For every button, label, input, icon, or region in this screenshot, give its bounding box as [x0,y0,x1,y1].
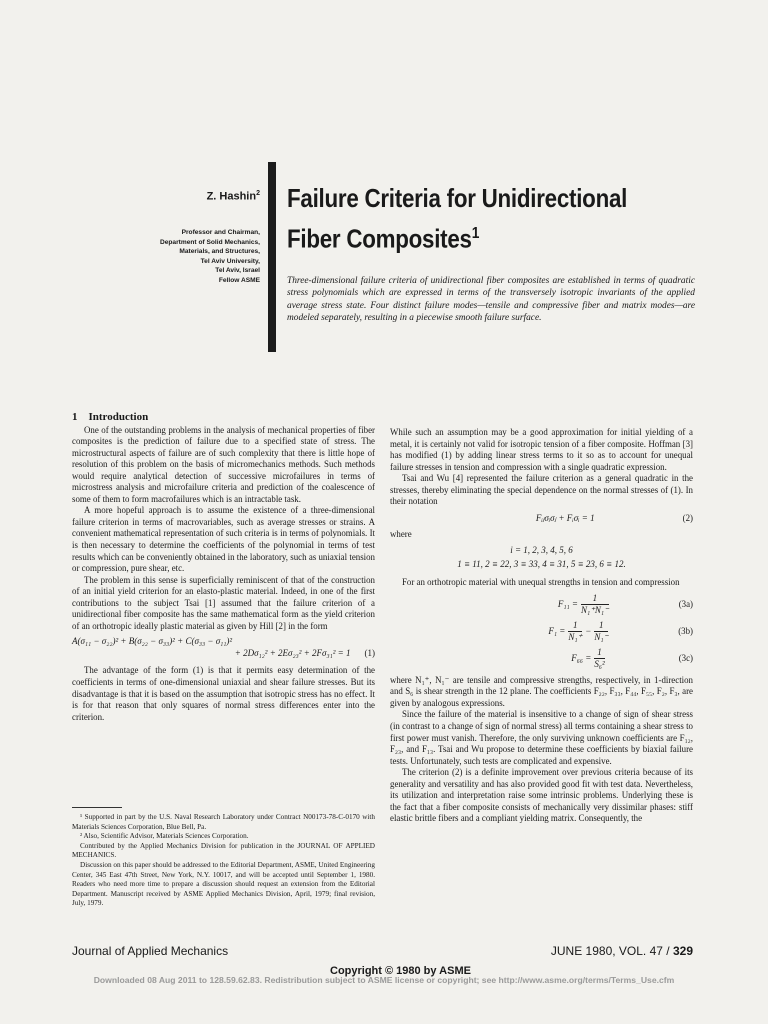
paragraph: One of the outstanding problems in the analysis of mechanical properties of fiber composites is the prediction of failure due to a specified state of stress. The microstructural aspects of failure are of such complexity that there is little hope of resolution of this problem on the basis of micromechanics methods. Such methods would require analytical detection of successive microfailures in terms of microstress analysis and microfailure criteria and prediction of the coalescence of some of them to form macrofailures which is an intractable task. [72,424,375,504]
right-column [390,427,693,825]
footnote: Contributed by the Applied Mechanics Division for publication in the JOURNAL OF APPLIED MECHANICS. [72,841,375,860]
paragraph: The criterion (2) is a definite improvement over previous criteria because of its generality and versatility and has also provided good fit with test data. Nevertheless, its utilization and interpretation raise some intrinsic problems. Underlying these is the fact that a fiber composite consists of mechanically very dissimilar phases: stiff elastic brittle fibers and a compliant yielding matrix. Consequently, the [390,767,693,824]
equation-3a: F₁₁ = $\frac{1}{\text{N₁⁺N₁⁻}}$ (3a) [557,592,693,616]
paragraph: where N₁⁺, N₁⁻ are tensile and compressive strengths, respectively, in 1-direction and S₆ is shear strength in the 12 plane. The coefficients F₂₂, F₃₃, F₄₄, F₅₅, F₂, F₃, are given by analogous expressions. [390,674,693,708]
footnote: ² Also, Scientific Advisor, Materials Sciences Corporation. [80,832,249,841]
abstract: Three-dimensional failure criteria of unidirectional fiber composites are established in terms of quadratic stress polynomials which are expressed in terms of the transversely isotropic invariants of the applied average stress state. Four distinct failure modes—tensile and compressive fiber and matrix modes—are modeled separately, resulting in a piecewise smooth failure surface. [287,276,695,324]
paragraph: A more hopeful approach is to assume the existence of a three-dimensional failure criterion in terms of macrovariables, such as average stresses or strains. A convenient mathematical representation of such criteria is in terms of polynomials. It is then necessary to determine the coefficients of the polynomial in terms of test results which can be conveniently obtained in the laboratory, such as uniaxial tension or compression, pure shear, etc. [72,505,375,574]
download-notice: Downloaded 08 Aug 2011 to 128.59.62.83. Redistribution subject to ASME license or copyright; see http://www.asme.org/terms/Terms_Use.cfm [93,975,675,985]
paper-title: Failure Criteria for Unidirectional Fiber Composites$^1$ [287,183,628,254]
issue-info: JUNE 1980, VOL. 47 / 329 [550,944,693,958]
equation-3b: F₁ = $\frac{1}{\text{N₁⁺}}$ − $\frac{1}{\text{N₁⁻}}$ (3b) [548,619,693,643]
footnote-rule [72,807,122,808]
equation-2: Fᵢⱼσᵢσⱼ + Fᵢσᵢ = 1 (2) [535,512,693,523]
title-divider-bar [268,162,276,352]
footnote: Discussion on this paper should be addressed to the Editorial Department, ASME, United Engineering Center, 345 East 47th Street, New York, N.Y. 10017, and will be accepted until September 1, 1980. Readers who need more time to prepare a discussion should request an extension from the Editorial Department. Manuscript received by ASME Applied Mechanics Division, April, 1979; final revision, July, 1979. [72,860,375,908]
paragraph: The problem in this sense is superficially reminiscent of that of the construction of an initial yield criterion for an elasto-plastic material. Indeed, in one of the first contributions to the subject Tsai [1] assumed that the failure criterion of a unidirectional fiber composite has the same mathematical form as the yield criterion of an orthotropic ideally plastic material as given by Hill [2] in the form [72,574,375,631]
equation-1: A(σ₁₁ − σ₂₂)² + B(σ₂₂ − σ₃₃)² + C(σ₃₃ − σ₁₁)² + 2Dσ₁₂² + 2Eσ₂₃² + 2Fσ₃₁² = 1 (1) [72,636,375,658]
left-column [72,412,375,723]
where-label: where [390,529,412,540]
paragraph: Since the failure of the material is insensitive to a change of sign of shear stress (in contrast to a change of sign of normal stress) all terms containing a shear stress to first power must vanish. Therefore, the only surviving unknown coefficients are F₁₂, F₂₃, and F₁₃. Tsai and Wu propose to determine these coefficients by biaxial failure tests. Unfortunately, such tests are complicated and expensive. [390,709,693,766]
author-name: Z. Hashin$^2$ [206,190,260,203]
author-affiliation: Professor and Chairman, Department of Solid Mechanics, Materials, and Structures, Tel Aviv University, Tel Aviv, Israel Fellow ASME [159,229,260,284]
paragraph: For an orthotropic material with unequal strengths in tension and compression [402,577,680,588]
footnote: ¹ Supported in part by the U.S. Naval Research Laboratory under Contract N00173-78-C-0170 with Materials Sciences Corporation, Blue Bell, Pa. [72,813,375,831]
footnotes [72,813,375,909]
section-heading: 1 Introduction [72,411,149,423]
journal-name: Journal of Applied Mechanics [72,944,229,958]
copyright: Copyright © 1980 by ASME [330,965,471,977]
index-definition: i = 1, 2, 3, 4, 5, 6 [510,544,573,555]
paragraph: Tsai and Wu [4] represented the failure criterion as a general quadratic in the stresses, thereby eliminating the special dependence on the normal stresses of (1). In their notation [390,473,693,507]
equation-3c: F₆₆ = $\frac{1}{\text{S₆²}}$ (3c) [571,646,693,670]
page-number: 329 [672,944,693,958]
paragraph: The advantage of the form (1) is that it permits easy determination of the coefficients in terms of one-dimensional uniaxial and shear failure stresses. But its disadvantage is that it is based on the assumption that isotropic stress has no effect. It is for that reason that only squares of normal stress differences enter into the criterion. [72,665,375,722]
paragraph: While such an assumption may be a good approximation for initial yielding of a metal, it is certainly not valid for isotropic tension of a fiber composite. Hoffman [3] has modified (1) by adding linear stress terms to it so as to account for unequal failure stresses in tension and compression with a single quadratic expression. [390,427,693,472]
index-mapping: 1 ≡ 11, 2 ≡ 22, 3 ≡ 33, 4 ≡ 31, 5 ≡ 23, 6 ≡ 12. [457,559,626,570]
